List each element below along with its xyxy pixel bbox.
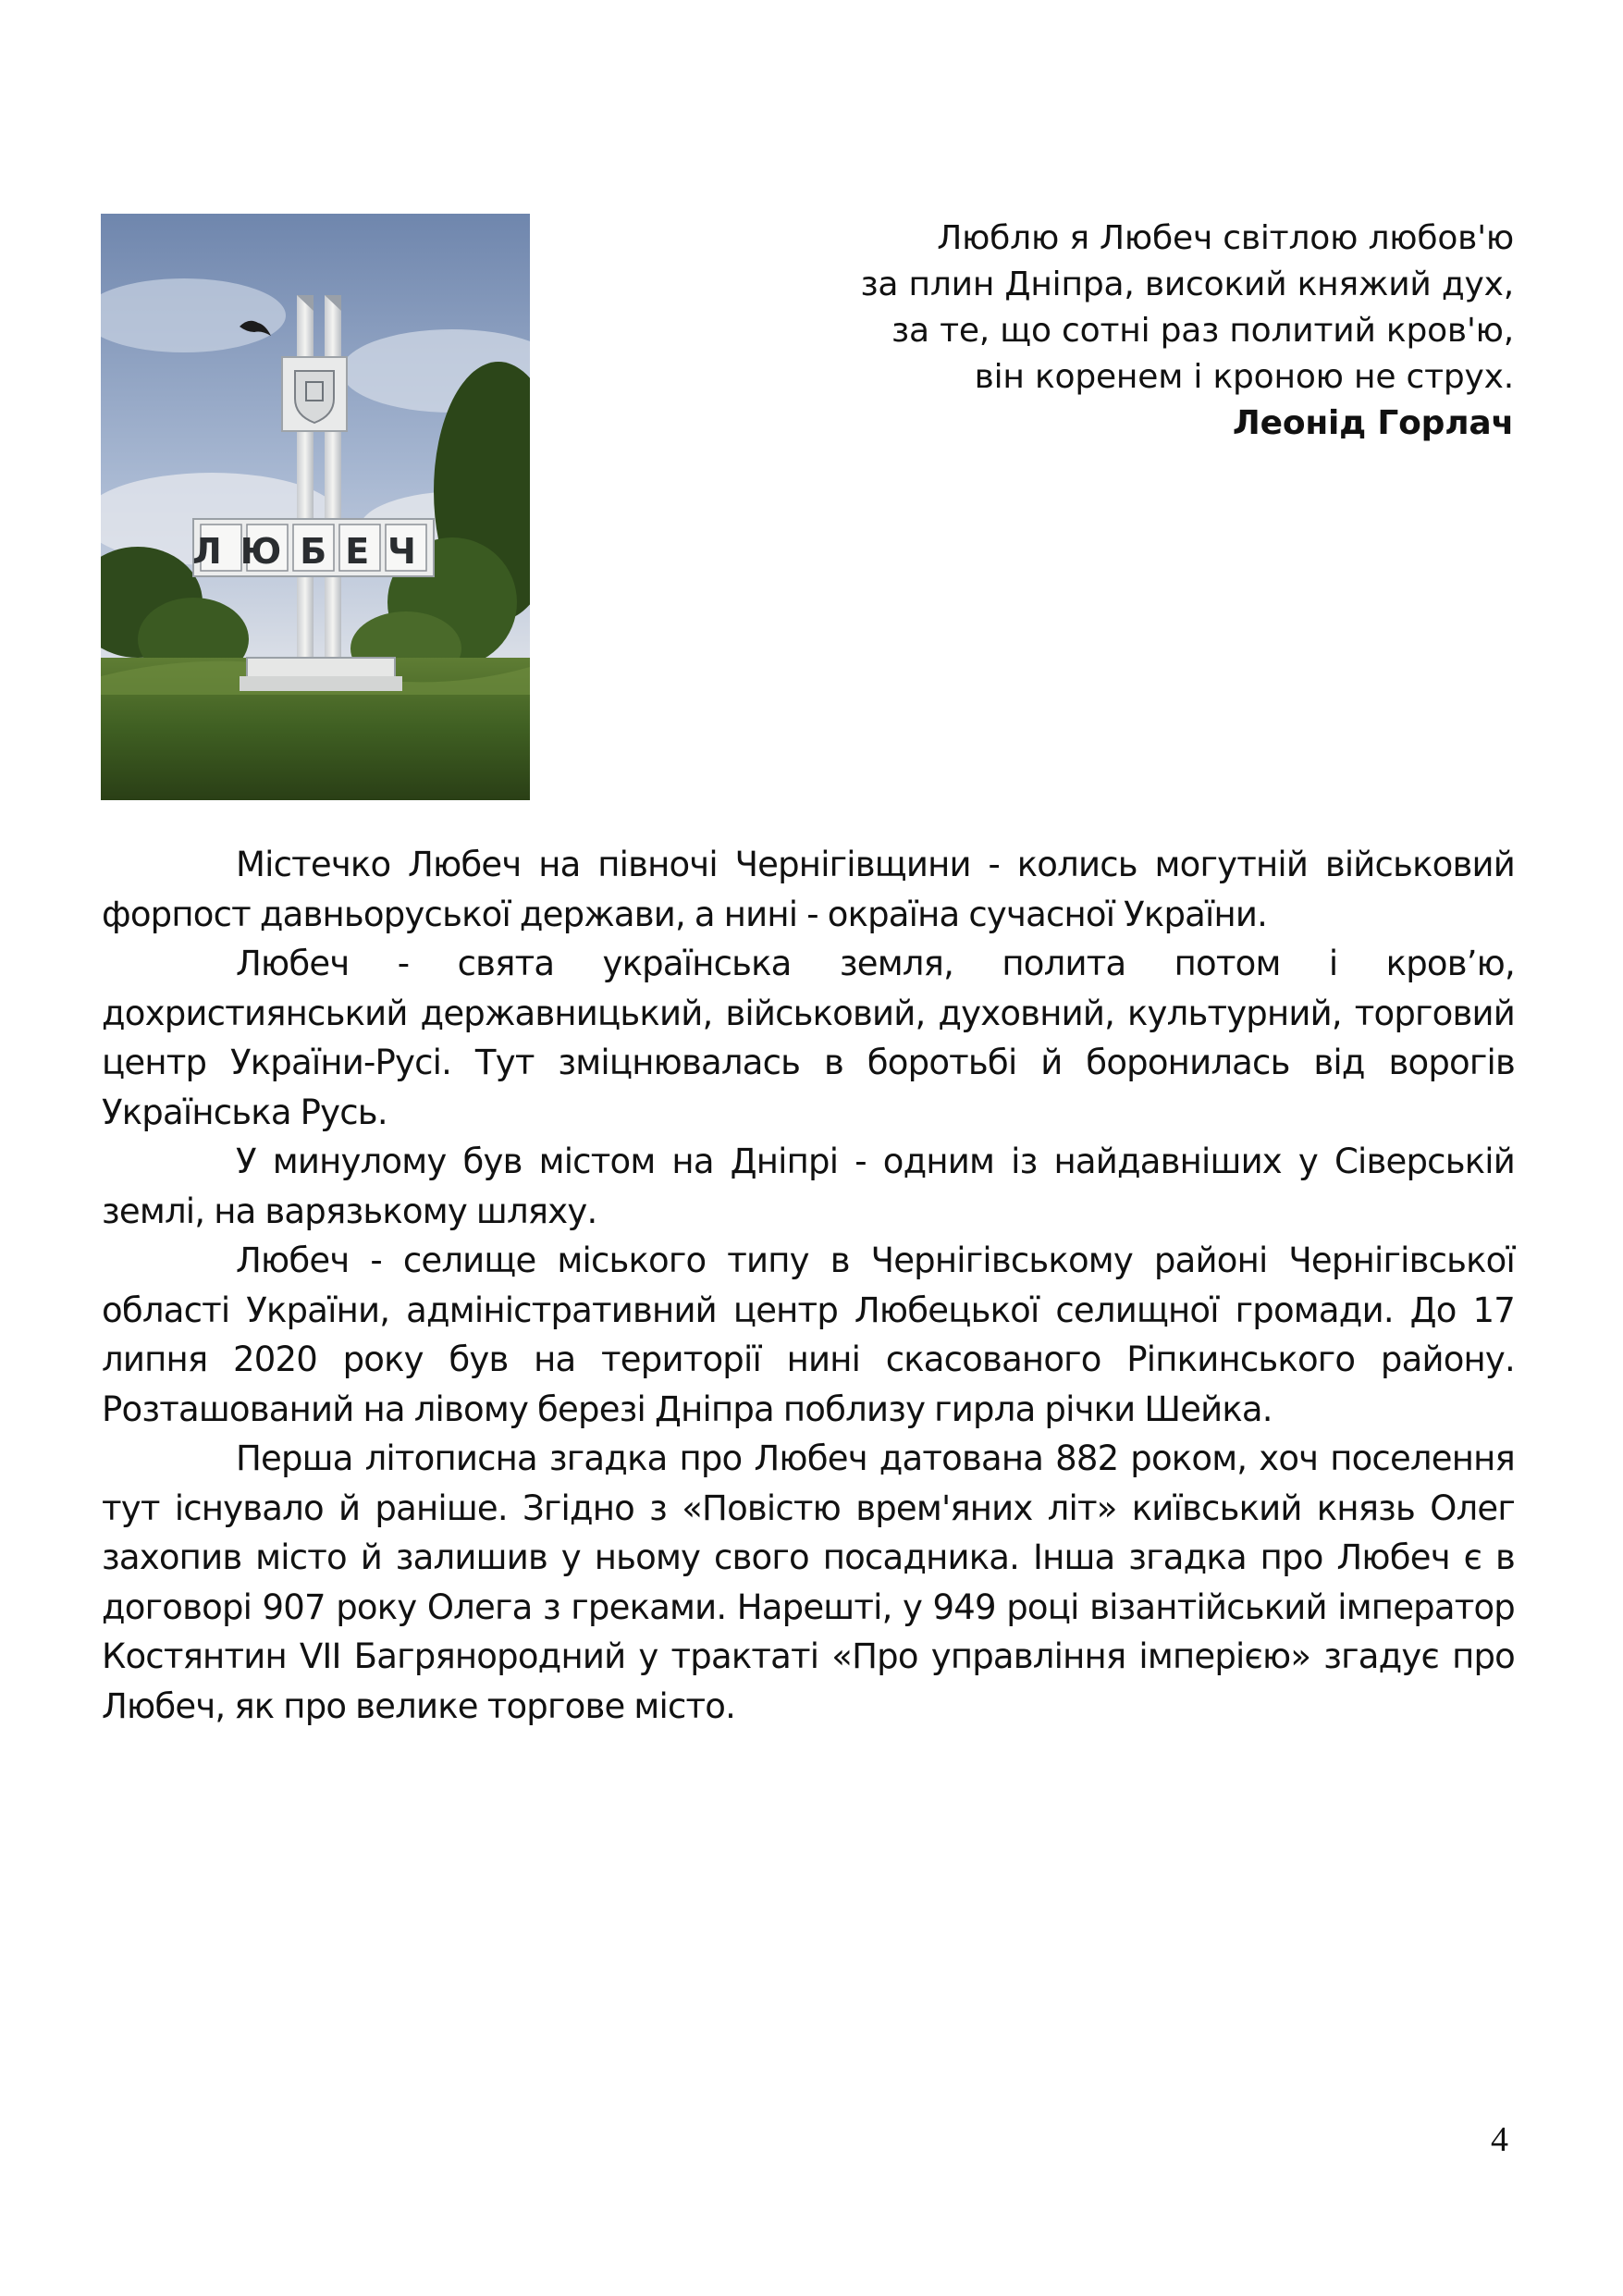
epigraph-line: за те, що сотні раз политий кров'ю, (891, 312, 1514, 350)
paragraph: У минулому був містом на Дніпрі - одним із найдавніших у Сіверській землі, на варязькому шляху. (102, 1142, 1515, 1231)
epigraph-line: Люблю я Любеч світлою любов'ю (937, 219, 1514, 257)
epigraph-line: він коренем і кроною не струх. (974, 358, 1514, 396)
epigraph-line: за плин Дніпра, високий княжий дух, (860, 265, 1514, 303)
paragraph: Любеч - свята українська земля, полита потом і кров’ю, дохристиянський державницький, військовий, духовний, культурний, торговий центр України-Русі. Тут зміцнювалась в боротьбі й боронилась від ворогів Українська Русь. (102, 944, 1515, 1132)
epigraph-author: Леонід Горлач (1232, 404, 1514, 442)
page-number: 4 (1491, 2120, 1508, 2159)
paragraph: Містечко Любеч на півночі Чернігівщини - колись могутній військовий форпост давньоруської держави, а нині - окраїна сучасної України. (102, 845, 1515, 934)
sign-text: ЛЮБЕЧ (192, 531, 435, 572)
paragraph: Любеч - селище міського типу в Чернігівському районі Чернігівської області України, адміністративний центр Любецької селищної громади. До 17 липня 2020 року був на території нині скасованого Ріпкинського району. Розташований на лівому березі Дніпра поблизу гирла річки Шейка. (102, 1241, 1515, 1429)
paragraph: Перша літописна згадка про Любеч датована 882 роком, хоч поселення тут існувало й раніше. Згідно з «Повістю врем'яних літ» київський князь Олег захопив місто й залишив у ньому свого посадника. Інша згадка про Любеч є в договорі 907 року Олега з греками. Нарешті, у 949 році візантійський імператор Костянтин VII Багрянородний у трактаті «Про управління імперією» згадує про Любеч, як про велике торгове місто. (102, 1438, 1515, 1726)
lyubech-sign-photo (101, 214, 530, 800)
body-text (102, 840, 1515, 1731)
photo-illustration (101, 214, 530, 800)
epigraph (573, 216, 1514, 447)
